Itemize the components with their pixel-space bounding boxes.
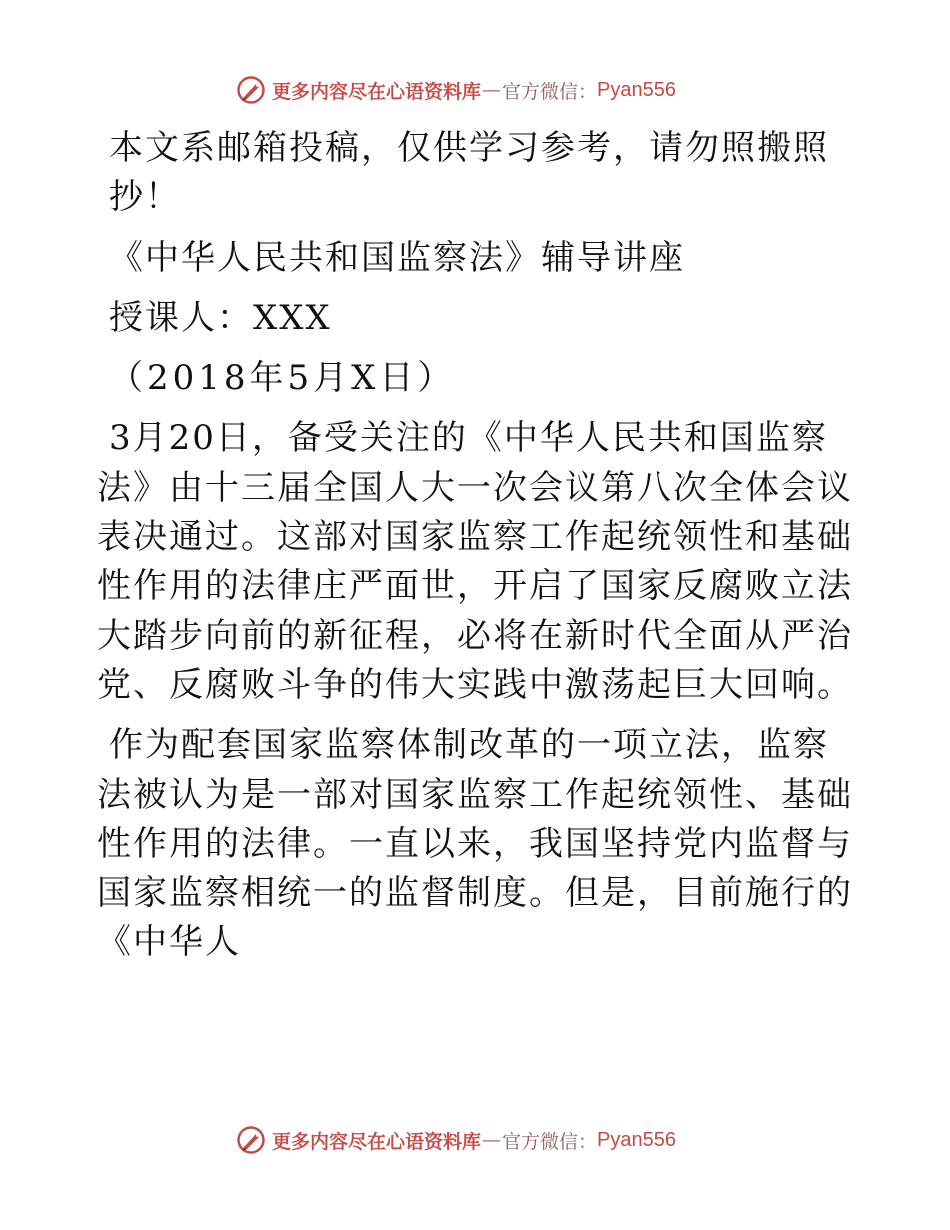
header-separator: —	[482, 79, 502, 101]
date-line: （2018年5月X日）	[109, 358, 456, 399]
notice-text: 本文系邮箱投稿，仅供学习参考，请勿照搬照抄！	[109, 128, 829, 218]
pen-circle-logo-icon	[236, 75, 266, 105]
pen-circle-logo-icon	[236, 1125, 266, 1155]
footer-separator: —	[482, 1129, 502, 1151]
header-banner	[236, 73, 716, 107]
header-wechat-label: 官方微信：	[502, 80, 598, 103]
footer-wechat-label: 官方微信：	[502, 1130, 598, 1153]
paragraph-2: 作为配套国家监察体制改革的一项立法，监察法被认为是一部对国家监察工作起统领性、基础性作用的法律。一直以来，我国坚持党内监督与国家监察相统一的监督制度。但是，目前施行的《中华人	[97, 725, 853, 963]
lecturer-line: 授课人：XXX	[109, 297, 332, 338]
document-body	[97, 124, 857, 968]
footer-wechat-id: Pyan556	[597, 1128, 676, 1151]
header-wechat-id: Pyan556	[597, 78, 676, 101]
footer-site-text: 更多内容尽在心语资料库	[272, 1130, 482, 1153]
header-site-text: 更多内容尽在心语资料库	[272, 80, 482, 103]
document-title: 《中华人民共和国监察法》辅导讲座	[109, 237, 685, 278]
paragraph-1: 3月20日，备受关注的《中华人民共和国监察法》由十三届全国人大一次会议第八次全体会议表决通过。这部对国家监察工作起统领性和基础性作用的法律庄严面世，开启了国家反腐败立法大踏步向前的新征程，必将在新时代全面从严治党、反腐败斗争的伟大实践中激荡起巨大回响。	[97, 418, 853, 705]
footer-banner	[236, 1123, 716, 1157]
